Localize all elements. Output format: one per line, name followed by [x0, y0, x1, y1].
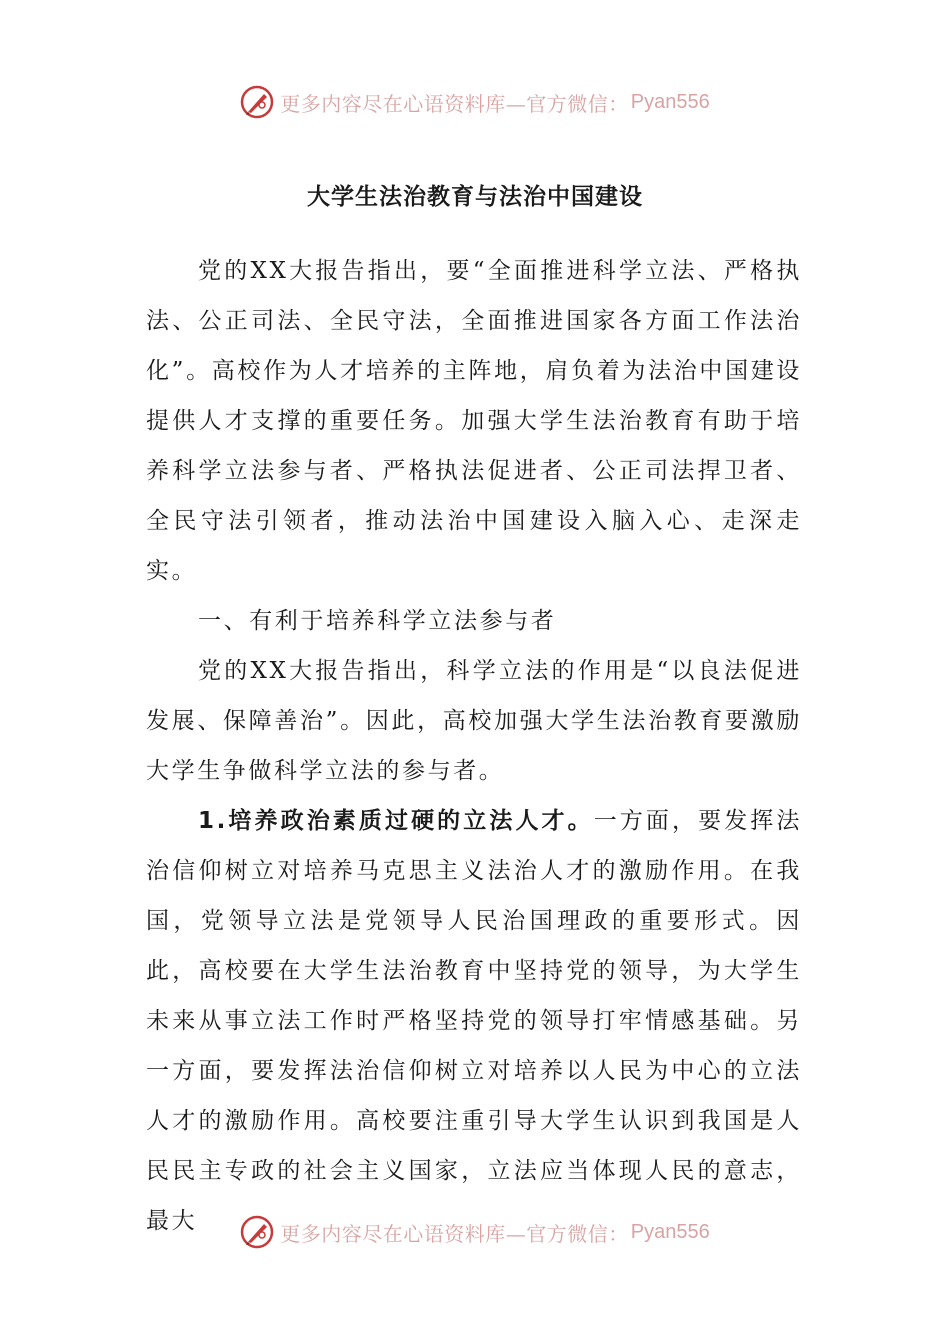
banner-wechat-handle: Pyan556 [630, 90, 710, 113]
section-heading-1: 一、有利于培养科学立法参与者 [198, 608, 557, 634]
footer-watermark-banner [0, 1212, 950, 1252]
document-body [146, 246, 802, 1246]
header-watermark-banner [0, 82, 950, 122]
paragraph-point-1 [146, 796, 802, 1246]
banner-wechat-handle: Pyan556 [630, 1220, 710, 1243]
banner-text: 更多内容尽在心语资料库—官方微信： [280, 1221, 629, 1246]
paragraph-intro: 党的XX大报告指出，要“全面推进科学立法、严格执法、公正司法、全民守法，全面推进国家各方面工作法治化”。高校作为人才培养的主阵地，肩负着为法治中国建设提供人才支撑的重要任务。加强大学生法治教育有助于培养科学立法参与者、严格执法促进者、公正司法捍卫者、全民守法引领者，推动法治中国建设入脑入心、走深走实。 [146, 258, 802, 584]
document-title: 大学生法治教育与法治中国建设 [307, 184, 643, 210]
point-1-body: 一方面，要发挥法治信仰树立对培养马克思主义法治人才的激励作用。在我国，党领导立法是党领导人民治国理政的重要形式。因此，高校要在大学生法治教育中坚持党的领导，为大学生未来从事立法工作时严格坚持党的领导打牢情感基础。另一方面，要发挥法治信仰树立对培养以人民为中心的立法人才的激励作用。高校要注重引导大学生认识到我国是人民民主专政的社会主义国家，立法应当体现人民的意志，最大 [146, 808, 802, 1234]
point-1-lead: 1.培养政治素质过硬的立法人才。 [198, 808, 594, 834]
quill-logo-icon [240, 1215, 274, 1249]
quill-logo-icon [240, 85, 274, 119]
paragraph-section-1-intro: 党的XX大报告指出，科学立法的作用是“以良法促进发展、保障善治”。因此，高校加强大学生法治教育要激励大学生争做科学立法的参与者。 [146, 658, 802, 784]
banner-text: 更多内容尽在心语资料库—官方微信： [280, 91, 629, 116]
